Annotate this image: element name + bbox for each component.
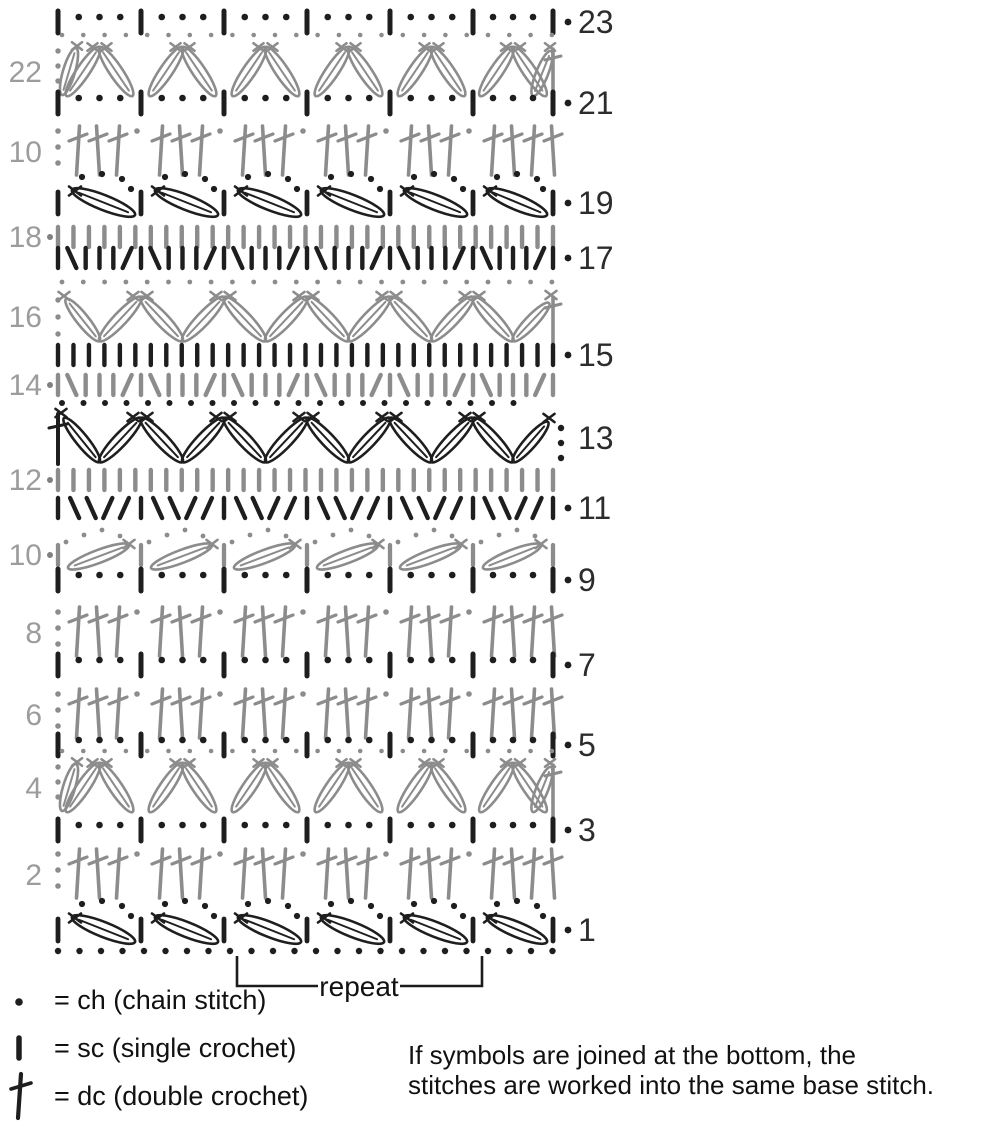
row-label-left-14: 14 xyxy=(8,369,42,402)
row-8-dc_groups xyxy=(25,607,562,656)
row-label-right-1: 1 xyxy=(578,912,596,948)
row-1-leaf_down xyxy=(55,898,596,954)
row-10-leaf_up xyxy=(9,528,553,575)
row-label-left-6: 6 xyxy=(25,699,42,732)
row-label-right-11: 11 xyxy=(578,490,612,526)
row-label-left-18: 18 xyxy=(8,221,42,254)
row-label-right-13: 13 xyxy=(578,420,614,456)
row-3-sc_ch xyxy=(58,812,596,848)
row-16-zigzag_right_post xyxy=(9,280,561,346)
legend-item-ch xyxy=(8,977,266,1023)
row-4-cluster xyxy=(25,749,561,816)
row-label-left-8: 8 xyxy=(25,617,42,650)
row-19-leaf_down xyxy=(58,171,614,222)
row-label-right-3: 3 xyxy=(578,812,596,848)
legend-item-dc xyxy=(8,1073,308,1119)
note-line-2: stitches are worked into the same base stitch. xyxy=(408,1070,935,1100)
row-label-left-12: 12 xyxy=(8,464,42,497)
row-2-dc_groups xyxy=(25,849,562,898)
row-15-bars xyxy=(58,337,614,373)
row-label-left-22: 22 xyxy=(8,56,42,89)
row-13-zigzag_left_post xyxy=(49,400,614,466)
row-9-sc_ch xyxy=(58,562,596,598)
row-label-left-16: 16 xyxy=(8,301,42,334)
dc-cross-icon xyxy=(8,1071,44,1121)
legend-label-sc: = sc (single crochet) xyxy=(54,1032,297,1063)
row-label-right-5: 5 xyxy=(578,727,596,763)
row-label-left-2: 2 xyxy=(25,859,42,892)
legend-label-ch: = ch (chain stitch) xyxy=(54,984,267,1015)
sc-bar-icon xyxy=(8,1025,44,1071)
legend-item-sc xyxy=(8,1025,296,1071)
row-label-left-10: 10 xyxy=(8,539,42,572)
row-label-right-21: 21 xyxy=(578,85,614,121)
row-10-dc_groups xyxy=(9,126,562,175)
row-label-right-9: 9 xyxy=(578,562,596,598)
row-label-right-7: 7 xyxy=(578,647,596,683)
row-label-left-4: 4 xyxy=(25,772,42,805)
row-label-left-10: 10 xyxy=(8,136,42,169)
row-11-bars xyxy=(58,490,611,526)
row-22-cluster xyxy=(9,33,561,100)
row-14-bars xyxy=(9,369,553,402)
row-label-right-19: 19 xyxy=(578,185,614,221)
row-label-right-17: 17 xyxy=(578,240,614,276)
note-line-1: If symbols are joined at the bottom, the xyxy=(408,1040,857,1070)
repeat-label: repeat xyxy=(319,971,399,1002)
base-stitch-note xyxy=(408,1040,1000,1100)
row-12-bars xyxy=(9,464,553,497)
row-6-dc_groups xyxy=(25,689,562,738)
legend-label-dc: = dc (double crochet) xyxy=(54,1080,309,1111)
ch-dot-icon xyxy=(8,977,44,1023)
row-label-right-15: 15 xyxy=(578,337,614,373)
row-label-right-23: 23 xyxy=(578,4,614,40)
